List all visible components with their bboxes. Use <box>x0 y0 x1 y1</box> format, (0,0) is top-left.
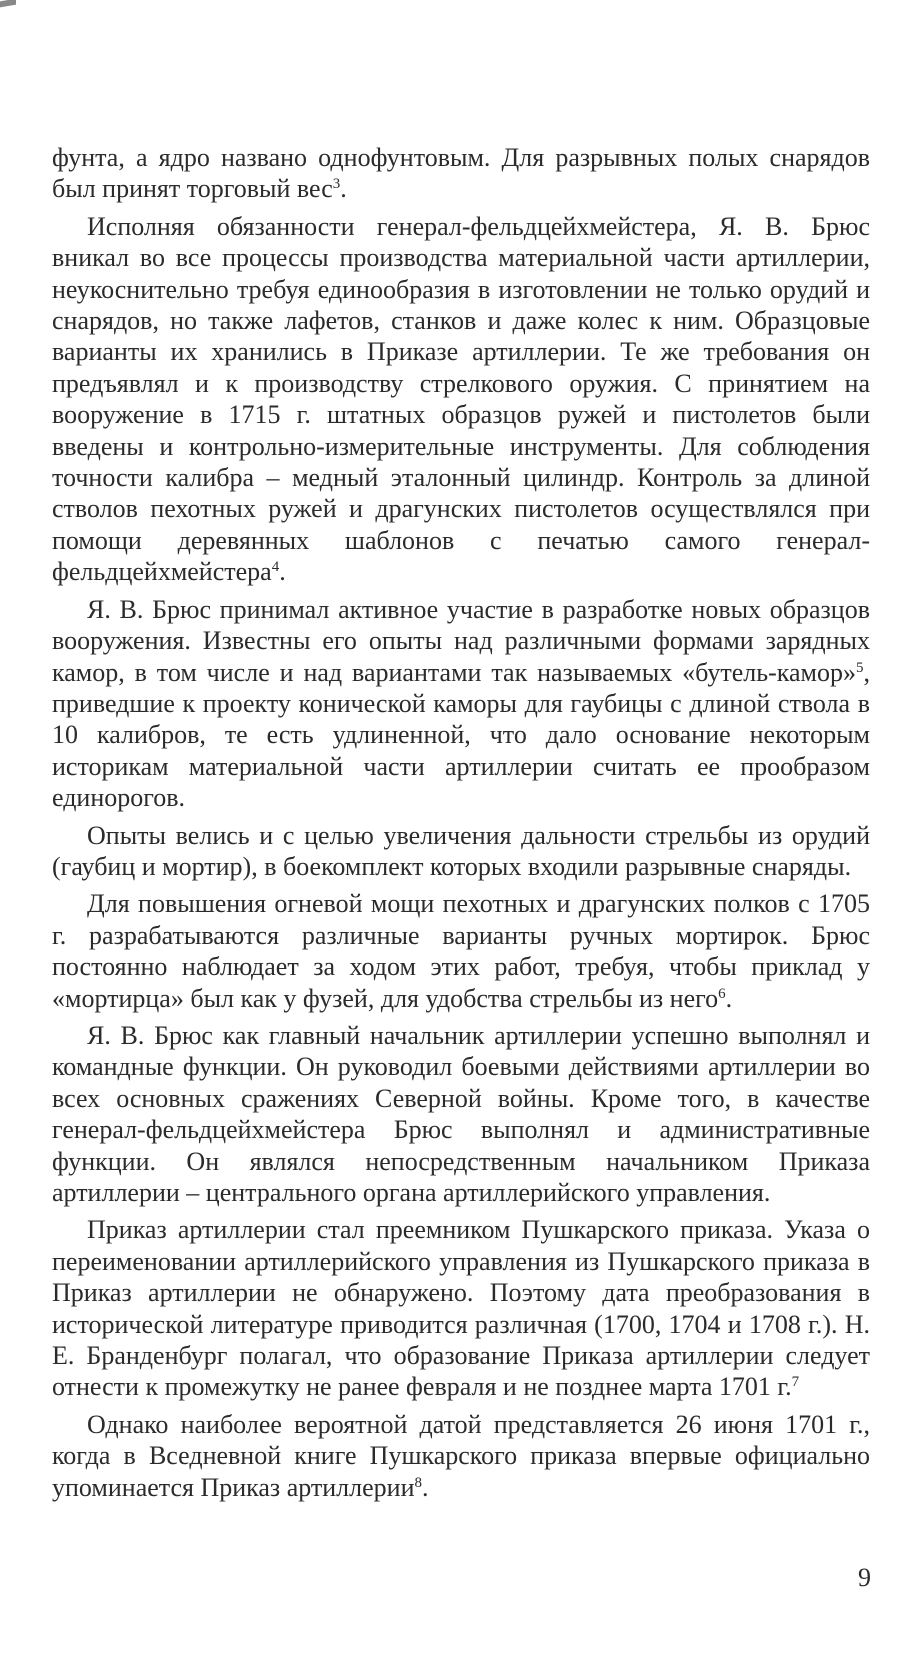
footnote-ref-7[interactable]: 7 <box>791 1374 800 1391</box>
page-body-text <box>52 142 870 1509</box>
paragraph-4: Опыты велись и с целью увеличения дальности стрельбы из орудий (гаубиц и мортир), в боекомплект которых входили разрывные снаряды. <box>52 820 870 881</box>
paragraph-6: Я. В. Брюс как главный начальник артиллерии успешно выполнял и командные функции. Он руководил боевыми действиями артиллерии во всех основных сражениях Северной войны. Кроме того, в качестве генерал-фельдцейхмейстера Брюс выполнял и административные функции. Он являлся непосредственным начальником Приказа артиллерии – центрального органа артиллерийского управления. <box>52 1020 870 1207</box>
footnote-ref-3[interactable]: 3 <box>332 176 341 193</box>
paragraph-3: Я. В. Брюс принимал активное участие в разработке новых образцов вооружения. Известны его опыты над различными формами зарядных камор, в том числе и над вариантами так называемых «бутель-камор»$^5$, приведшие к проекту конической каморы для гаубицы с длиной ствола в 10 калибров, те есть удлиненной, что дало основание некоторым историкам материальной части артиллерии считать ее прообразом единорогов. <box>52 594 870 813</box>
paragraph-7: Приказ артиллерии стал преемником Пушкарского приказа. Указа о переименовании артиллерийского управления из Пушкарского приказа в Приказ артиллерии не обнаружено. Поэтому дата преобразования в исторической литературе приводится различная (1700, 1704 и 1708 г.). Н. Е. Бранденбург полагал, что образование Приказа артиллерии следует отнести к промежутку не ранее февраля и не позднее марта 1701 г.$^7$ <box>52 1215 870 1402</box>
paragraph-2: Исполняя обязанности генерал-фельдцейхмейстера, Я. В. Брюс вникал во все процессы производства материальной части артиллерии, неукоснительно требуя единообразия в изготовлении не только орудий и снарядов, но также лафетов, станков и даже колес к ним. Образцовые варианты их хранились в Приказе артиллерии. Те же требования он предъявлял и к производству стрелкового оружия. С принятием на вооружение в 1715 г. штатных образцов ружей и пистолетов были введены и контрольно-измерительные инструменты. Для соблюдения точности калибра – медный эталонный цилиндр. Контроль за длиной стволов пехотных ружей и драгунских пистолетов осуществлялся при помощи деревянных шаблонов с печатью самого генерал-фельдцейхмейстера$^4$. <box>52 211 870 587</box>
footnote-ref-6[interactable]: 6 <box>718 985 726 1002</box>
footnote-ref-4[interactable]: 4 <box>271 559 280 576</box>
page-number: 9 <box>858 1563 871 1592</box>
footnote-ref-8[interactable]: 8 <box>414 1474 422 1491</box>
paragraph-1: фунта, а ядро названо однофунтовым. Для разрывных полых снарядов был принят торговый вес$^3$. <box>52 143 870 204</box>
scan-corner-mark <box>0 0 16 7</box>
paragraph-5: Для повышения огневой мощи пехотных и драгунских полков с 1705 г. разрабатываются различные варианты ручных мортирок. Брюс постоянно наблюдает за ходом этих работ, требуя, чтобы приклад у «мортирца» был как у фузей, для удобства стрельбы из него$^6$. <box>52 889 870 1013</box>
paragraph-8: Однако наиболее вероятной датой представляется 26 июня 1701 г., когда в Вседневной книге Пушкарского приказа впервые официально упоминается Приказ артиллерии$^8$. <box>52 1409 870 1502</box>
footnote-ref-5[interactable]: 5 <box>856 659 864 676</box>
